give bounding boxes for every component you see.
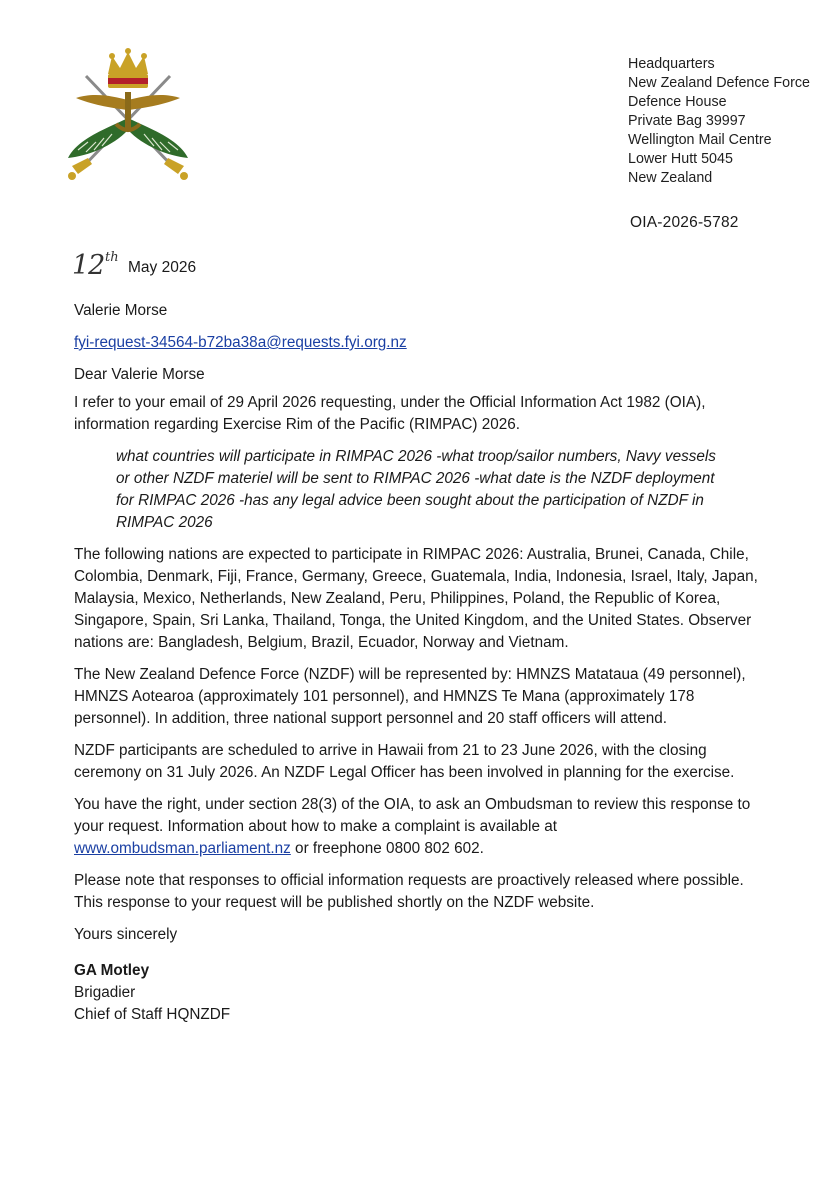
closing: Yours sincerely <box>74 926 178 943</box>
dates-paragraph: NZDF participants are scheduled to arrive in Hawaii from 21 to 23 June 2026, with the closing ceremony on 31 July 2026. An NZDF Legal Officer has been involved in planning for the exercise. <box>74 742 735 781</box>
rights-paragraph <box>74 794 764 860</box>
address-line: Lower Hutt 5045 <box>628 151 733 167</box>
letter-body <box>74 300 764 1026</box>
address-line: New Zealand Defence Force <box>628 75 810 91</box>
printed-date: May 2026 <box>128 259 197 276</box>
address-line: Defence House <box>628 94 727 110</box>
nzdf-representation-paragraph: The New Zealand Defence Force (NZDF) will be represented by: HMNZS Matataua (49 personnel), HMNZS Aotearoa (approximately 101 personnel), and HMNZS Te Mana (approximately 178 personnel). In addition, three national support personnel and 20 staff officers will attend. <box>74 666 746 727</box>
recipient-name: Valerie Morse <box>74 302 168 319</box>
ombudsman-link[interactable]: www.ombudsman.parliament.nz <box>74 840 291 857</box>
nations-paragraph: The following nations are expected to participate in RIMPAC 2026: Australia, Brunei, Canada, Chile, Colombia, Denmark, Fiji, France, Germany, Greece, Guatemala, India, Indonesia, Israel, Italy, Japan, Malaysia, Mexico, Netherlands, New Zealand, Peru, Philippines, Poland, the Republic of Korea, Singapore, Spain, Sri Lanka, Thailand, Tonga, the United Kingdom, and the United States. Observer nations are: Bangladesh, Belgium, Brazil, Ecuador, Norway and Vietnam. <box>74 546 758 651</box>
quoted-request: what countries will participate in RIMPAC 2026 -what troop/sailor numbers, Navy vessels or other NZDF materiel will be sent to RIMPAC 2026 -what date is the NZDF deployment for RIMPAC 2026 -has any legal advice been sought about the participation of NZDF in RIMPAC 2026 <box>116 448 716 531</box>
intro-paragraph: I refer to your email of 29 April 2026 requesting, under the Official Information Act 1982 (OIA), information regarding Exercise Rim of the Pacific (RIMPAC) 2026. <box>74 394 706 433</box>
release-paragraph: Please note that responses to official information requests are proactively released where possible. This response to your request will be published shortly on the NZDF website. <box>74 872 744 911</box>
signatory-name: GA Motley <box>74 962 150 979</box>
salutation: Dear Valerie Morse <box>74 366 205 383</box>
letterhead-address <box>628 55 810 188</box>
rights-text: You have the right, under section 28(3) of the OIA, to ask an Ombudsman to review this response to your request. Information about how to make a complaint is available at <box>74 796 751 835</box>
reference-number: OIA-2026-5782 <box>630 214 739 231</box>
handwritten-day-suffix: th <box>105 250 119 265</box>
address-line: Private Bag 39997 <box>628 113 746 129</box>
rights-text-end: or freephone 0800 802 602. <box>290 840 484 857</box>
address-line: New Zealand <box>628 170 713 186</box>
signatory-title: Chief of Staff HQNZDF <box>74 1006 231 1023</box>
handwritten-day: 12 <box>72 250 105 281</box>
address-line: Wellington Mail Centre <box>628 132 772 148</box>
address-line: Headquarters <box>628 56 715 72</box>
recipient-email-link[interactable]: fyi-request-34564-b72ba38a@requests.fyi.org.nz <box>74 334 407 351</box>
signatory-rank: Brigadier <box>74 984 136 1001</box>
nzdf-crest-logo <box>58 38 198 180</box>
